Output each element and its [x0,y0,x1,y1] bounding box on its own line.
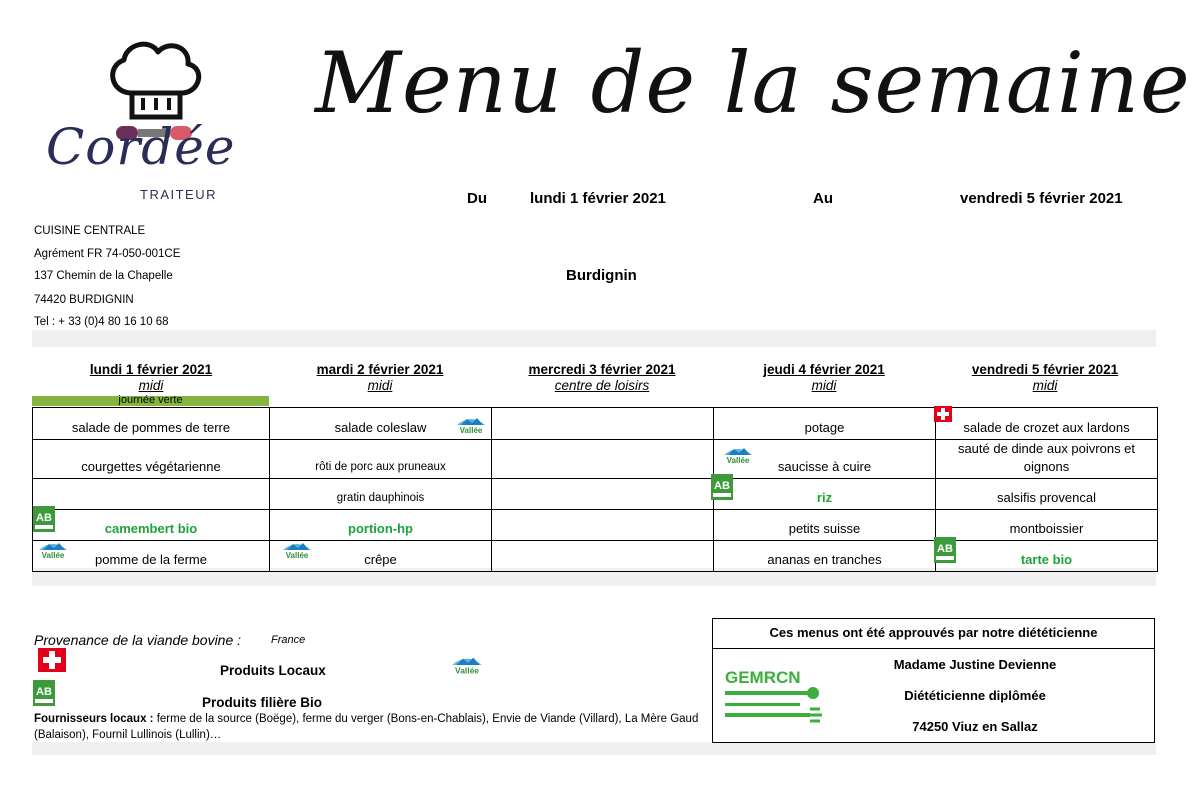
menu-cell: sauté de dinde aux poivrons et oignons [936,440,1158,479]
menu-cell: salade de pommes de terre [33,408,270,440]
site-name: Burdignin [566,267,637,284]
svg-text:AB: AB [36,686,52,698]
day-date: vendredi 5 février 2021 [971,362,1119,377]
day-header-wednesday [491,362,713,393]
day-date: mercredi 3 février 2021 [528,362,676,377]
logo-subtitle: TRAITEUR [140,187,217,202]
savoie-flag-icon [38,648,66,672]
address-line: CUISINE CENTRALE [34,225,146,237]
vallee-local-icon [720,443,756,467]
menu-cell [492,408,714,440]
dietitian-city: 74250 Viuz en Sallaz [912,719,1038,734]
svg-text:Vallée: Vallée [285,551,309,560]
menu-cell: saucisse à cuire [714,440,936,479]
dietitian-name: Madame Justine Devienne [893,657,1057,672]
gemrcn-logo-text: GEMRCN [725,668,801,687]
dietitian-title: Diététicienne diplômée [904,688,1046,703]
ab-bio-icon [711,474,733,500]
day-date: jeudi 4 février 2021 [763,362,885,377]
day-meal: midi [811,378,837,393]
day-meal: centre de loisirs [554,378,650,393]
address-phone: Tel : + 33 (0)4 80 16 10 68 [34,316,169,328]
day-meal: midi [138,378,164,393]
dietitian-box [712,618,1155,743]
logo-wordmark: Cordée [46,118,236,176]
table-row [33,541,1158,572]
dietitian-heading: Ces menus ont été approuvés par notre diététicienne [713,619,1154,649]
day-meal: midi [367,378,393,393]
menu-cell [492,479,714,510]
page-title: Menu de la semaine [315,34,1191,132]
separator-band [32,330,1156,347]
menu-cell: riz [714,479,936,510]
ab-bio-icon [33,680,55,706]
menu-cell: portion-hp [270,510,492,541]
menu-cell [492,440,714,479]
local-products-label: Produits Locaux [220,663,326,678]
day-meal: midi [1032,378,1058,393]
table-row [33,440,1158,479]
address-line: 74420 BURDIGNIN [34,294,134,306]
journee-verte-label: journée verte [118,395,183,405]
table-row [33,510,1158,541]
menu-cell: crêpe [270,541,492,572]
svg-text:AB: AB [36,512,52,524]
ab-bio-icon [934,537,956,563]
date-to-label: Au [813,190,833,207]
menu-cell: courgettes végétarienne [33,440,270,479]
day-date: mardi 2 février 2021 [316,362,444,377]
svg-text:AB: AB [937,543,953,555]
date-from: lundi 1 février 2021 [530,190,666,207]
address-line: 137 Chemin de la Chapelle [34,270,173,282]
svg-text:Vallée: Vallée [459,426,483,435]
provenance-value: France [271,634,306,646]
menu-cell: rôti de porc aux pruneaux [270,440,492,479]
menu-cell: camembert bio [33,510,270,541]
menu-cell [492,541,714,572]
day-header-tuesday [269,362,491,393]
date-to: vendredi 5 février 2021 [960,190,1123,207]
svg-text:Vallée: Vallée [455,665,479,676]
table-row [33,408,1158,440]
menu-cell: tarte bio [936,541,1158,572]
svg-text:AB: AB [714,480,730,492]
svg-text:Vallée: Vallée [41,551,65,560]
menu-cell: gratin dauphinois [270,479,492,510]
local-suppliers [34,711,704,743]
date-from-label: Du [467,190,487,207]
separator-band [32,742,1156,755]
menu-cell: petits suisse [714,510,936,541]
menu-table [32,407,1158,572]
vallee-local-icon [453,413,489,437]
suppliers-text: ferme de la source (Boëge), ferme du verger (Bons-en-Chablais), Envie de Viande (Villard), La Mère Gaud (Balaison), Fournil Lullinois (Lullin)… [34,713,699,741]
day-header-monday [40,362,262,393]
day-date: lundi 1 février 2021 [89,362,213,377]
gemrcn-logo-icon [725,663,825,725]
address-line: Agrément FR 74-050-001CE [34,248,181,260]
menu-cell: pomme de la ferme [33,541,270,572]
ab-bio-icon [33,506,55,532]
menu-cell: salade de crozet aux lardons [936,408,1158,440]
menu-cell: salade coleslaw [270,408,492,440]
bio-products-label: Produits filière Bio [202,695,323,710]
day-header-thursday [713,362,935,393]
day-header-friday [934,362,1156,393]
savoie-flag-icon [934,406,952,422]
menu-cell [33,479,270,510]
vallee-local-icon [279,538,315,562]
vallee-local-icon [35,538,71,562]
menu-cell: salsifis provencal [936,479,1158,510]
svg-text:Vallée: Vallée [726,456,750,465]
menu-cell [492,510,714,541]
vallee-local-icon [448,652,486,678]
table-row [33,479,1158,510]
suppliers-label: Fournisseurs locaux : [34,713,154,725]
menu-cell: ananas en tranches [714,541,936,572]
provenance-label: Provenance de la viande bovine : [34,632,242,648]
menu-cell: potage [714,408,936,440]
menu-cell: montboissier [936,510,1158,541]
